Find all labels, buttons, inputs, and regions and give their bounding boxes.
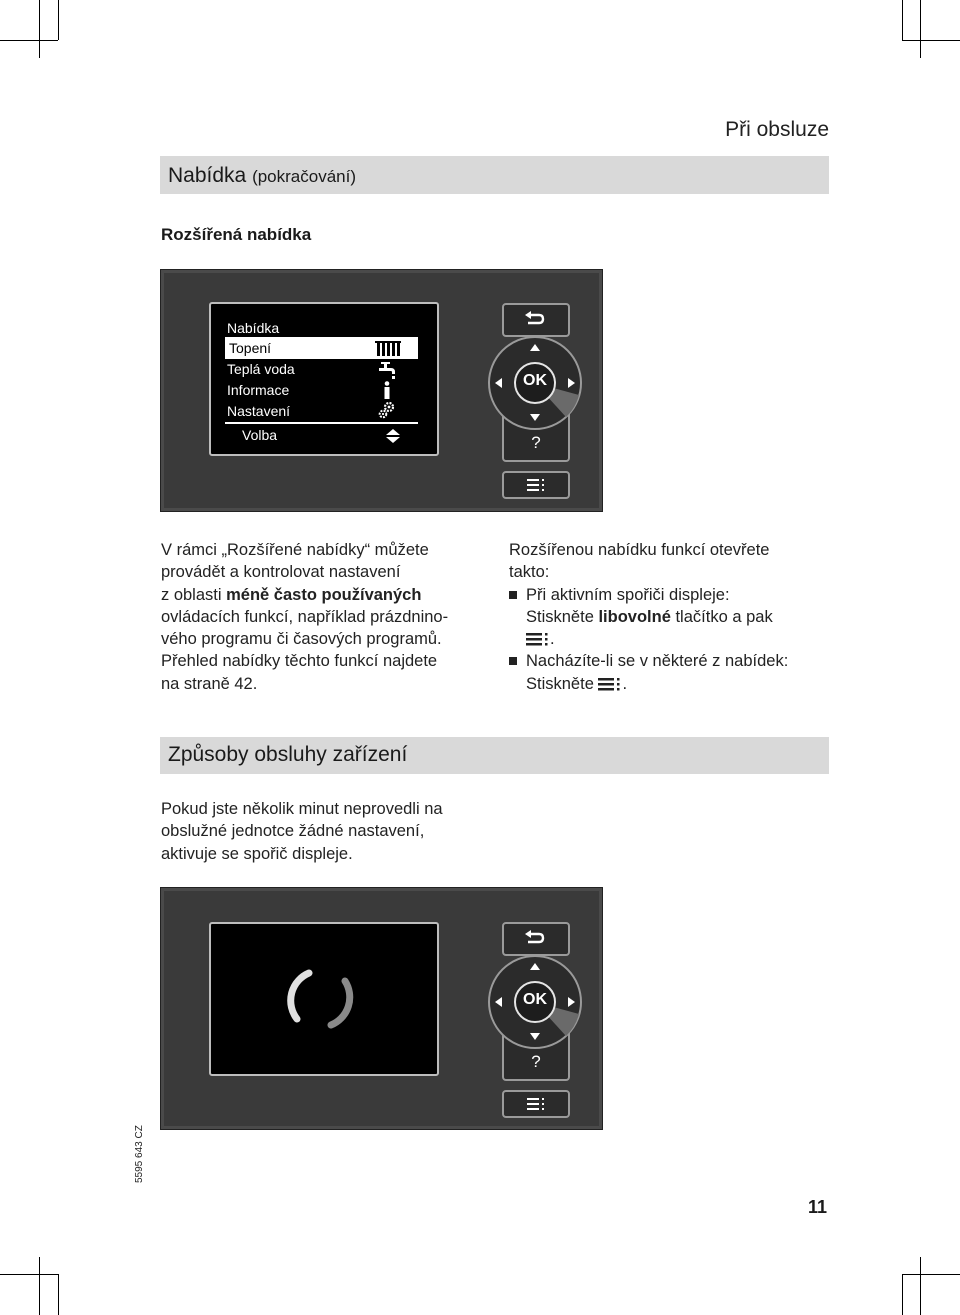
emphasis: méně často používaných xyxy=(226,585,422,604)
menu-divider xyxy=(225,422,418,424)
text-line: obslužné jednotce žádné nastavení, xyxy=(161,822,425,841)
menu-footer-label: Volba xyxy=(242,427,278,443)
help-label: ? xyxy=(531,433,541,452)
menu-item: Teplá voda xyxy=(227,361,295,377)
gears-icon xyxy=(378,401,396,419)
extended-menu-icon xyxy=(598,677,622,691)
control-unit-illustration xyxy=(160,269,603,512)
back-button[interactable] xyxy=(502,922,570,956)
display-screen xyxy=(209,302,439,456)
back-arrow-icon xyxy=(524,310,546,328)
bullet-item: Nacházíte-li se v některé z nabídek: xyxy=(509,650,829,672)
crop-mark xyxy=(0,40,58,41)
crop-mark xyxy=(58,1274,59,1315)
text-line: . xyxy=(509,628,829,650)
text-line: ovládacích funkcí, například prázdnino- xyxy=(161,607,449,626)
menu-item-selected: Topení xyxy=(225,337,418,359)
bullet-square-icon xyxy=(509,591,517,599)
section-title-suffix: (pokračování) xyxy=(252,167,356,186)
left-paragraph xyxy=(161,539,481,695)
extended-menu-icon xyxy=(527,1098,545,1110)
menu-title: Nabídka xyxy=(227,320,280,336)
crop-mark xyxy=(902,1274,903,1315)
section-bar-operation xyxy=(160,737,829,774)
document-code: 5595 643 CZ xyxy=(134,1125,145,1183)
text-line: vého programu či časových programů. xyxy=(161,630,442,649)
up-down-arrows-icon xyxy=(385,428,401,444)
menu-item: Informace xyxy=(227,382,290,398)
ok-button[interactable]: OK xyxy=(523,991,547,1008)
extended-menu-icon xyxy=(526,632,550,646)
text-line: takto: xyxy=(509,563,550,582)
section-title: Nabídka xyxy=(168,164,247,187)
tap-icon xyxy=(377,361,397,379)
right-paragraph xyxy=(509,539,829,695)
running-header: Při obsluze xyxy=(725,118,829,141)
back-arrow-icon xyxy=(524,929,546,947)
screensaver-arc-icon xyxy=(287,967,361,1031)
text-line: Stiskněte libovolné tlačítko a pak xyxy=(526,607,773,626)
crop-mark xyxy=(902,0,903,40)
back-button[interactable] xyxy=(502,303,570,337)
crop-mark xyxy=(58,0,59,40)
extended-menu-button[interactable] xyxy=(502,1090,570,1118)
radiator-icon xyxy=(375,340,401,356)
crop-mark xyxy=(39,1257,40,1315)
text-line: Pokud jste několik minut neprovedli na xyxy=(161,800,443,818)
extended-menu-icon xyxy=(527,479,545,491)
control-unit-illustration-screensaver xyxy=(160,887,603,1130)
crop-mark xyxy=(902,1274,960,1275)
crop-mark xyxy=(902,40,960,41)
text-line: provádět a kontrolovat nastavení xyxy=(161,563,401,582)
display-screen xyxy=(209,922,439,1076)
section-bar-menu xyxy=(160,156,829,194)
text-line: V rámci „Rozšířené nabídky“ můžete xyxy=(161,541,429,559)
ok-button[interactable]: OK xyxy=(523,372,547,389)
operation-paragraph xyxy=(161,798,501,865)
section-title: Způsoby obsluhy zařízení xyxy=(168,743,408,766)
text-line: Stiskněte . xyxy=(526,674,628,693)
crop-mark xyxy=(920,0,921,58)
extended-menu-button[interactable] xyxy=(502,471,570,499)
crop-mark xyxy=(0,1274,58,1275)
help-label: ? xyxy=(531,1052,541,1071)
text-line: z oblasti méně často používaných xyxy=(161,585,422,604)
bullet-item: Při aktivním spořiči displeje: xyxy=(509,584,829,606)
text-line: Rozšířenou nabídku funkcí otevřete xyxy=(509,541,770,559)
info-icon xyxy=(383,381,391,399)
text-line: aktivuje se spořič displeje. xyxy=(161,844,353,863)
crop-mark xyxy=(920,1257,921,1315)
text-line: Přehled nabídky těchto funkcí najdete xyxy=(161,652,438,671)
subheading: Rozšířená nabídka xyxy=(161,225,312,244)
page-number: 11 xyxy=(808,1197,828,1217)
menu-item: Nastavení xyxy=(227,403,291,419)
crop-mark xyxy=(39,0,40,58)
text-line: na straně 42. xyxy=(161,674,258,693)
bullet-square-icon xyxy=(509,657,517,665)
